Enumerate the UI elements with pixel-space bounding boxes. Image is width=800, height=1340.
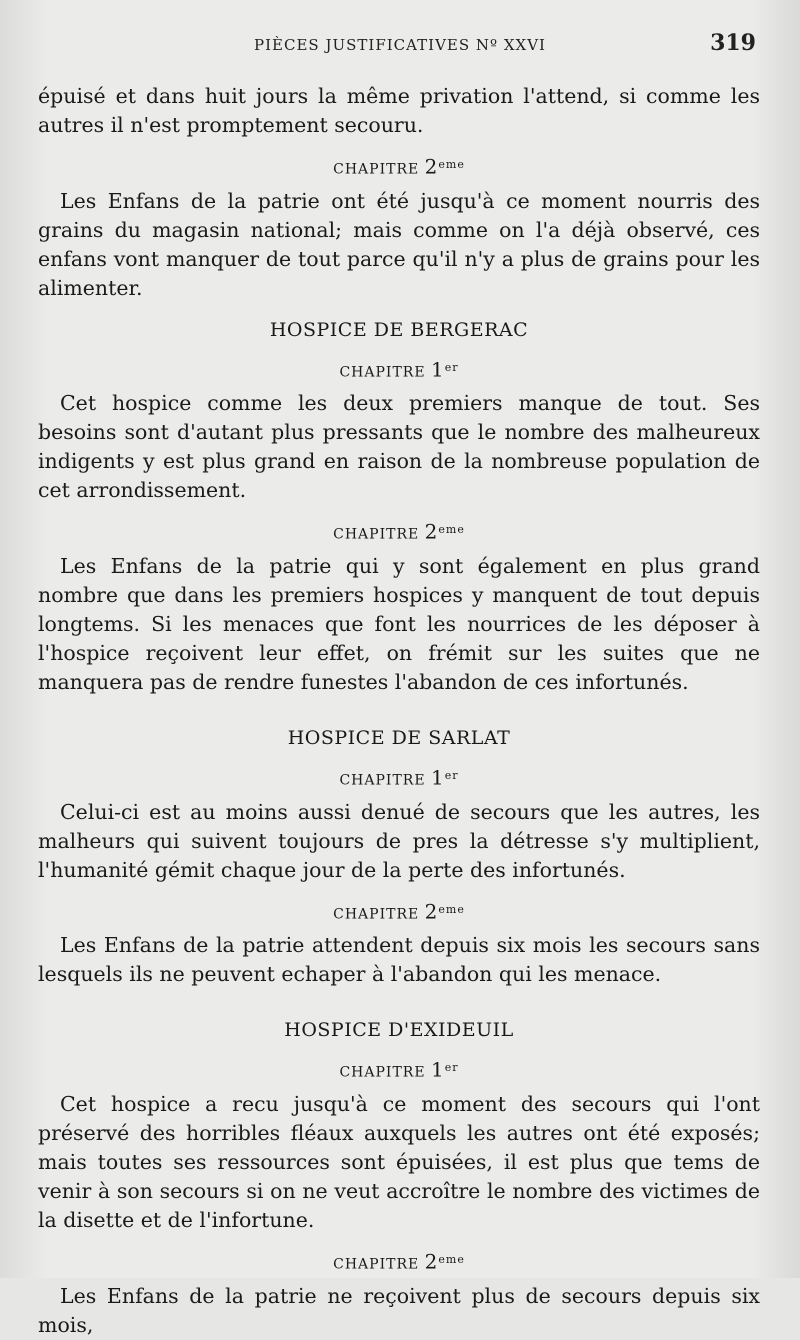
section-title-exideuil: HOSPICE D'EXIDEUIL: [284, 1019, 514, 1042]
paragraph: Les Enfans de la patrie ne reçoivent plus de secours depuis six mois,: [38, 1283, 760, 1337]
chapter-heading: [38, 519, 760, 546]
paragraph: Les Enfans de la patrie attendent depuis six mois les secours sans lesquels ils ne peuvent echaper à l'abandon qui les menace.: [38, 933, 760, 987]
chapter-number: 2: [424, 1249, 439, 1274]
page-body: [38, 82, 760, 1340]
chapter-heading: [38, 899, 760, 926]
chapter-label: CHAPITRE: [339, 772, 426, 789]
paragraph: Les Enfans de la patrie ont été jusqu'à ce moment nourris des grains du magasin national; mais comme on l'a déjà observé, ces enfans vont manquer de tout parce qu'il n'y a plus de grains pour les alimenter.: [38, 188, 760, 300]
chapter-ordinal: eme: [438, 158, 465, 171]
section-title-sarlat: HOSPICE DE SARLAT: [287, 726, 511, 749]
chapter-label: CHAPITRE: [333, 161, 420, 178]
chapter-number: 2: [424, 899, 439, 924]
running-title: PIÈCES JUSTIFICATIVES Nº XXVI: [254, 36, 546, 54]
chapter-ordinal: er: [444, 360, 459, 374]
chapter-heading: [38, 765, 760, 792]
paragraph: Celui-ci est au moins aussi denué de secours que les autres, les malheurs qui suivent toujours de pres la détresse s'y multiplient, l'humanité gémit chaque jour de la perte des infortunés.: [38, 799, 760, 882]
chapter-ordinal: er: [444, 768, 459, 782]
chapter-number: 1: [431, 765, 445, 790]
chapter-number: 1: [431, 357, 445, 382]
chapter-heading: [38, 154, 760, 181]
paragraph: Les Enfans de la patrie qui y sont également en plus grand nombre que dans les premiers hospices y manquent de tout depuis longtems. Si les menaces que font les nourrices de les déposer à l'hospice reçoivent leur effet, on frémit sur les suites que ne manquera pas de rendre funestes l'abandon de ces infortunés.: [38, 553, 760, 694]
chapter-heading: [38, 1249, 760, 1276]
intro-paragraph: épuisé et dans huit jours la même privation l'attend, si comme les autres il n'est promptement secouru.: [38, 84, 760, 137]
chapter-ordinal: eme: [438, 902, 465, 916]
chapter-number: 1: [431, 1057, 445, 1082]
paragraph: Cet hospice a recu jusqu'à ce moment des secours qui l'ont préservé des horribles fléaux auxquels les autres ont été exposés; mais toutes ses ressources sont épuisées, il est plus que tems de venir à son secours si on ne veut accroître le nombre des victimes de la disette et de l'infortune.: [38, 1091, 760, 1232]
chapter-heading: [38, 357, 760, 384]
page-number: 319: [710, 30, 756, 56]
chapter-ordinal: er: [444, 1061, 459, 1075]
chapter-label: CHAPITRE: [333, 1256, 420, 1273]
chapter-label: CHAPITRE: [339, 1064, 426, 1081]
chapter-label: CHAPITRE: [333, 526, 420, 543]
chapter-ordinal: eme: [438, 523, 465, 537]
chapter-ordinal: eme: [438, 1252, 465, 1266]
paragraph: Cet hospice comme les deux premiers manque de tout. Ses besoins sont d'autant plus pressants que le nombre des malheureux indigents y est plus grand en raison de la nombreuse population de cet arrondissement.: [38, 391, 760, 503]
chapter-number: 2: [424, 154, 439, 179]
chapter-label: CHAPITRE: [333, 906, 420, 923]
chapter-label: CHAPITRE: [339, 364, 426, 381]
chapter-heading: [38, 1057, 760, 1084]
section-title-bergerac: HOSPICE DE BERGERAC: [269, 318, 529, 341]
chapter-number: 2: [424, 519, 439, 544]
